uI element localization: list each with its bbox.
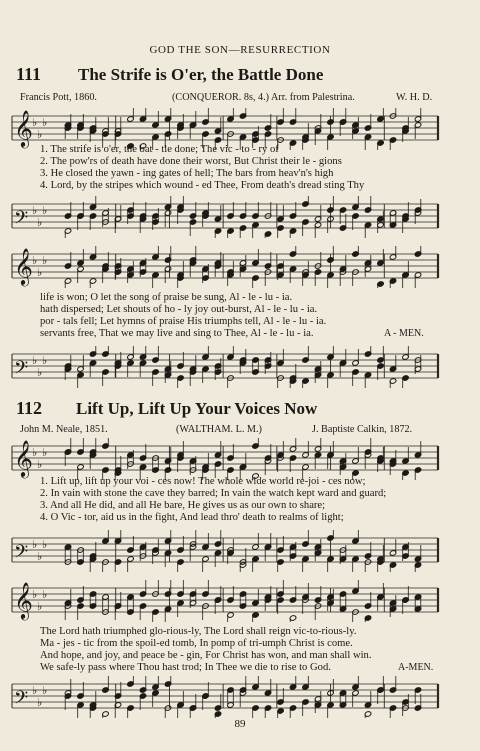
hymn-111-verse-1b: life is won; O let the song of praise be sung, Al - le - lu - ia. — [40, 292, 293, 303]
hymn-111-bass-staff-2 — [0, 346, 480, 388]
hymn-112-title: Lift Up, Lift Up Your Voices Now — [76, 399, 318, 418]
hymn-112-verse-1a: 1. Lift up, lift up your voi - ces now! The whole wide world re-joi - ces now; — [40, 476, 366, 487]
svg-text:♭: ♭ — [37, 458, 43, 471]
hymn-111-treble-staff-2 — [0, 246, 480, 288]
svg-text:♭: ♭ — [42, 588, 48, 601]
svg-text:♭: ♭ — [37, 366, 43, 379]
svg-text:♭: ♭ — [42, 116, 48, 129]
hymn-111-verse-4b: servants free, That we may live and sing to Thee, Al - le - lu - ia. — [40, 328, 314, 339]
hymn-112-verse-2a: 2. In vain with stone the cave they barred; In vain the watch kept ward and guard; — [40, 488, 387, 499]
svg-text:♭: ♭ — [32, 446, 38, 459]
hymn-112-treble-staff-1 — [0, 438, 480, 480]
hymn-111-author: Francis Pott, 1860. — [20, 92, 97, 103]
hymn-111-verse-3b: por - tals fell; Let hymns of praise His triumphs tell, Al - le - lu - ia. — [40, 316, 327, 327]
hymn-112-arranger: J. Baptiste Calkin, 1872. — [312, 424, 413, 435]
hymn-112-verse-3b: And hope, and joy, and peace be - gin, For Christ has won, and man shall win. — [40, 650, 372, 661]
svg-text:♭: ♭ — [37, 550, 43, 563]
svg-text:𝄞: 𝄞 — [14, 439, 33, 477]
svg-text:𝄞: 𝄞 — [14, 109, 33, 147]
svg-text:♭: ♭ — [42, 538, 48, 551]
svg-text:♭: ♭ — [37, 128, 43, 141]
hymn-112-treble-staff-2 — [0, 580, 480, 622]
svg-text:♭: ♭ — [37, 266, 43, 279]
svg-text:♭: ♭ — [37, 216, 43, 229]
hymn-112-bass-staff-2 — [0, 676, 480, 718]
hymn-112-verse-1b: The Lord hath triumphed glo-rious-ly, The Lord shall reign vic-to-rious-ly. — [40, 626, 357, 637]
hymn-111-arranger: W. H. D. — [396, 92, 433, 103]
hymn-112-amen: A-MEN. — [398, 662, 434, 673]
svg-text:𝄢: 𝄢 — [14, 208, 29, 233]
hymn-112-tune: (WALTHAM. L. M.) — [176, 424, 262, 435]
hymn-112-verse-4a: 4. O Vic - tor, aid us in the fight, And lead thro' death to realms of light; — [40, 512, 344, 523]
svg-text:𝄞: 𝄞 — [14, 247, 33, 285]
hymn-111-verse-2a: 2. The pow'rs of death have done their worst, But Christ their le - gions — [40, 156, 342, 167]
hymn-111-verse-1a: 1. The strife is o'er, the bat - tle done; The vic - to - ry of — [40, 144, 279, 155]
svg-text:♭: ♭ — [32, 116, 38, 129]
svg-text:♭: ♭ — [37, 600, 43, 613]
hymn-112-author: John M. Neale, 1851. — [20, 424, 108, 435]
svg-text:♭: ♭ — [32, 254, 38, 267]
hymn-111-amen: A - MEN. — [384, 328, 424, 339]
svg-text:♭: ♭ — [42, 254, 48, 267]
svg-text:♭: ♭ — [32, 684, 38, 697]
hymn-112-bass-staff-1 — [0, 530, 480, 572]
hymn-112-verse-4b: We safe-ly pass where Thou hast trod; In Thee we die to rise to God. — [40, 662, 331, 673]
svg-text:♭: ♭ — [42, 446, 48, 459]
svg-text:𝄢: 𝄢 — [14, 542, 29, 567]
page-number: 89 — [234, 718, 246, 730]
svg-text:𝄞: 𝄞 — [14, 581, 33, 619]
svg-text:𝄢: 𝄢 — [14, 358, 29, 383]
hymn-111-verse-4a: 4. Lord, by the stripes which wound - ed Thee, From death's dread sting Thy — [40, 180, 365, 191]
svg-text:♭: ♭ — [42, 684, 48, 697]
hymn-111-title: The Strife is O'er, the Battle Done — [78, 65, 324, 84]
hymn-111-tune: (CONQUEROR. 8s, 4.) Arr. from Palestrina. — [172, 92, 355, 103]
hymn-112-number: 112 — [16, 398, 43, 418]
svg-text:♭: ♭ — [37, 696, 43, 709]
svg-text:♭: ♭ — [42, 354, 48, 367]
svg-text:♭: ♭ — [32, 538, 38, 551]
svg-text:♭: ♭ — [32, 354, 38, 367]
hymn-112-verse-3a: 3. And all He did, and all He bare, He gives us as our own to share; — [40, 500, 326, 511]
section-heading: GOD THE SON—RESURRECTION — [149, 44, 331, 56]
svg-text:𝄢: 𝄢 — [14, 688, 29, 713]
svg-text:♭: ♭ — [42, 204, 48, 217]
hymn-111-number: 111 — [16, 64, 42, 84]
svg-text:♭: ♭ — [32, 588, 38, 601]
svg-text:♭: ♭ — [32, 204, 38, 217]
hymn-112-verse-2b: Ma - jes - tic from the spoil-ed tomb, In pomp of tri-umph Christ is come. — [40, 638, 353, 649]
hymn-111-verse-2b: hath dispersed; Let shouts of ho - ly joy out-burst, Al - le - lu - ia. — [40, 304, 318, 315]
hymn-111-bass-staff-1 — [0, 196, 480, 238]
hymn-111-verse-3a: 3. He closed the yawn - ing gates of hell; The bars from heav'n's high — [40, 168, 334, 179]
